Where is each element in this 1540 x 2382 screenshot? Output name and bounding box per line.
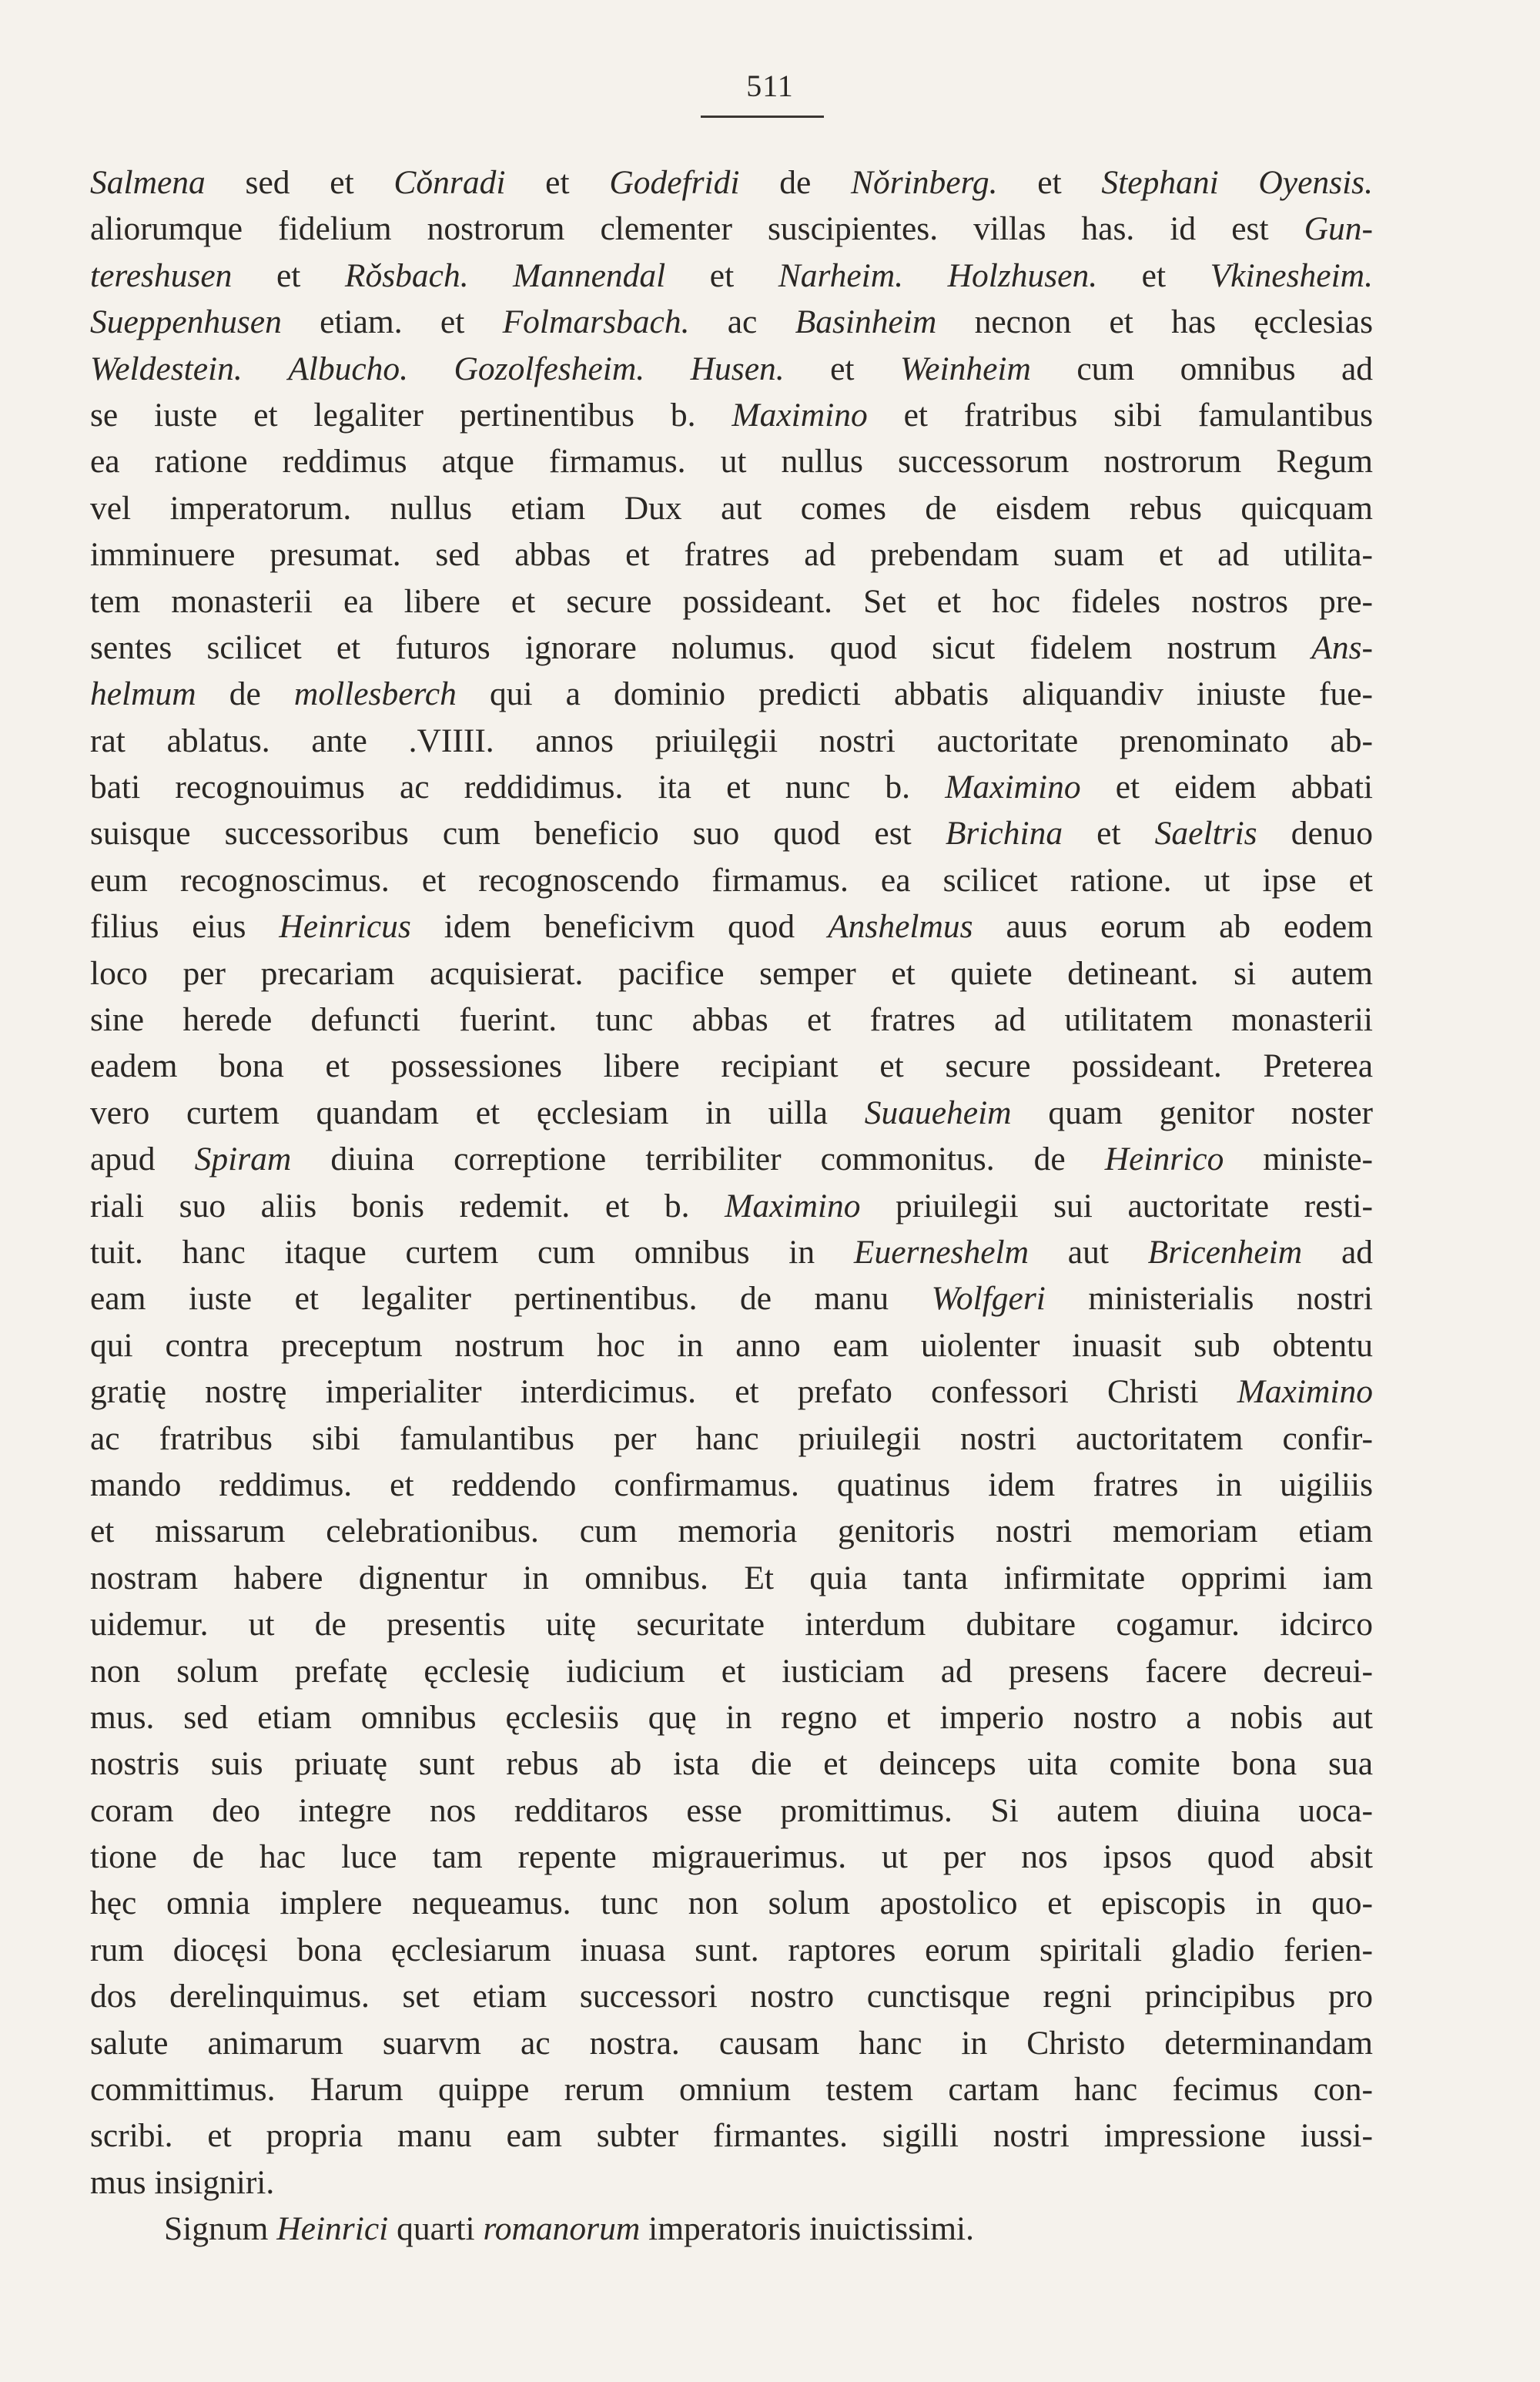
italic-name: Heinrici	[276, 2210, 389, 2248]
text-segment: committimus. Harum quippe rerum omnium testem cartam hanc fecimus con-	[90, 2071, 1373, 2109]
text-segment	[408, 350, 454, 387]
text-segment: salute animarum suarvm ac nostra. causam hanc in Christo determinandam	[90, 2024, 1373, 2062]
text-segment: et	[997, 164, 1102, 201]
text-line	[90, 2159, 1373, 2206]
italic-name: Maximino	[732, 396, 868, 434]
italic-name: Ans-	[1311, 628, 1373, 666]
text-segment: mando reddimus. et reddendo confirmamus. quatinus idem fratres in uigiliis	[90, 1466, 1373, 1503]
text-segment	[644, 350, 690, 387]
text-line	[90, 1648, 1373, 1694]
text-segment: qui contra preceptum nostrum hoc in anno eam uiolenter inuasit sub obtentu	[90, 1326, 1373, 1364]
text-segment: ea ratione reddimus atque firmamus. ut nullus successorum nostrorum Regum	[90, 443, 1373, 481]
italic-name: Wolfgeri	[931, 1280, 1046, 1318]
text-line	[90, 764, 1373, 810]
italic-name: Gun-	[1304, 210, 1373, 248]
text-segment: qui a dominio predicti abbatis aliquandiv iniuste fue-	[456, 675, 1373, 713]
text-segment: sentes scilicet et futuros ignorare nolumus. quod sicut fidelem nostrum	[90, 628, 1312, 666]
text-line	[90, 206, 1373, 252]
text-segment: cum omnibus ad	[1030, 350, 1374, 387]
text-line	[90, 1322, 1373, 1369]
text-line	[90, 671, 1373, 717]
text-line	[90, 1973, 1373, 2019]
text-segment: sine herede defuncti fuerint. tunc abbas et fratres ad utilitatem monasterii	[90, 1001, 1373, 1039]
text-line	[90, 1136, 1373, 1182]
italic-name: Gozolfesheim.	[454, 350, 645, 387]
text-line	[90, 1601, 1373, 1647]
text-segment: aut	[1029, 1233, 1148, 1271]
text-line	[90, 2020, 1373, 2066]
text-segment: ministerialis nostri	[1045, 1280, 1373, 1318]
italic-name: Stephani Oyensis.	[1101, 164, 1373, 201]
text-line	[90, 485, 1373, 531]
text-segment: eum recognoscimus. et recognoscendo firmamus. ea scilicet ratione. ut ipse et	[90, 861, 1373, 899]
text-line	[90, 531, 1373, 578]
italic-name: Rǒsbach.	[344, 256, 469, 294]
text-line	[90, 718, 1373, 764]
text-segment: priuilegii sui auctoritate resti-	[860, 1187, 1373, 1225]
text-segment: filius eius	[90, 908, 280, 946]
italic-name: Heinricus	[279, 908, 411, 946]
text-segment: quarti	[388, 2210, 484, 2248]
italic-name: Maximino	[725, 1187, 861, 1225]
italic-name: tereshusen	[90, 256, 233, 294]
text-line	[90, 1880, 1373, 1926]
text-segment: dos derelinquimus. set etiam successori nostro cunctisque regni principibus pro	[90, 1978, 1373, 2015]
text-line	[90, 2206, 1373, 2252]
italic-name: Heinrico	[1104, 1141, 1224, 1178]
text-segment: auus eorum ab eodem	[973, 908, 1373, 946]
text-segment: eam iuste et legaliter pertinentibus. de manu	[90, 1280, 932, 1318]
text-segment: mus. sed etiam omnibus ęcclesiis quę in regno et imperio nostro a nobis aut	[90, 1698, 1373, 1736]
text-line	[90, 1787, 1373, 1834]
text-segment: tem monasterii ea libere et secure possideant. Set et hoc fideles nostros pre-	[90, 582, 1373, 620]
text-segment	[243, 350, 288, 387]
text-segment: nostram habere dignentur in omnibus. Et quia tanta infirmitate opprimi iam	[90, 1559, 1373, 1596]
text-segment: apud	[90, 1141, 195, 1178]
text-segment: nostris suis priuatę sunt rebus ab ista die et deinceps uita comite bona sua	[90, 1745, 1373, 1783]
text-segment: et eidem abbati	[1080, 769, 1374, 806]
text-segment: et fratribus sibi famulantibus	[867, 396, 1373, 434]
text-line	[90, 438, 1373, 484]
italic-name: Suaueheim	[864, 1094, 1012, 1131]
text-line	[90, 2066, 1373, 2112]
text-segment: scribi. et propria manu eam subter firmantes. sigilli nostri impressione iussi-	[90, 2117, 1373, 2155]
italic-name: Folmarsbach.	[502, 303, 690, 341]
italic-name: Maximino	[1237, 1373, 1373, 1411]
text-segment: necnon et has ęcclesias	[936, 303, 1373, 341]
italic-name: Saeltris	[1154, 815, 1257, 853]
page-number: 511	[746, 69, 794, 103]
text-line	[90, 1927, 1373, 1973]
text-segment: coram deo integre nos redditaros esse promittimus. Si autem diuina uoca-	[90, 1791, 1373, 1829]
text-line	[90, 1043, 1373, 1089]
text-segment: loco per precariam acquisierat. pacifice semper et quiete detineant. si autem	[90, 954, 1373, 992]
text-line	[90, 299, 1373, 345]
text-segment: quam genitor noster	[1011, 1094, 1374, 1131]
text-segment: Signum	[164, 2210, 277, 2248]
text-segment: et	[784, 350, 900, 387]
text-segment: diuina correptione terribiliter commonitus. de	[291, 1141, 1105, 1178]
text-segment: et	[665, 256, 778, 294]
text-segment: vel imperatorum. nullus etiam Dux aut comes de eisdem rebus quicquam	[90, 489, 1373, 527]
text-segment: se iuste et legaliter pertinentibus b.	[90, 396, 732, 434]
text-segment: riali suo aliis bonis redemit. et b.	[90, 1187, 725, 1225]
italic-name: Maximino	[945, 769, 1081, 806]
text-line	[90, 578, 1373, 625]
italic-name: Spiram	[194, 1141, 292, 1178]
text-line	[90, 857, 1373, 903]
italic-name: Salmena	[90, 164, 206, 201]
text-line	[90, 1834, 1373, 1880]
italic-name: Brichina	[945, 815, 1063, 853]
italic-name: Weldestein.	[90, 350, 243, 387]
text-segment: ministe-	[1224, 1141, 1373, 1178]
italic-name: romanorum	[483, 2210, 641, 2248]
text-segment: rat ablatus. ante .VIIII. annos priuilęgii nostri auctoritate prenominato ab-	[90, 722, 1373, 759]
text-line	[90, 159, 1373, 206]
text-segment: suisque successoribus cum beneficio suo quod est	[90, 815, 946, 853]
italic-name: Godefridi	[609, 164, 740, 201]
italic-name: helmum	[90, 675, 196, 713]
page-number-rule	[701, 116, 824, 118]
text-segment: et	[232, 256, 345, 294]
text-line	[90, 1275, 1373, 1322]
italic-name: Cǒnradi	[393, 164, 506, 201]
text-segment: de	[196, 675, 294, 713]
text-line	[90, 2112, 1373, 2159]
text-segment: vero curtem quandam et ęcclesiam in uilla	[90, 1094, 865, 1131]
text-segment: mus insigniri.	[90, 2163, 275, 2201]
italic-name: Basinheim	[795, 303, 937, 341]
text-segment: denuo	[1257, 815, 1373, 853]
text-segment: eadem bona et possessiones libere recipiant et secure possideant. Preterea	[90, 1047, 1373, 1085]
italic-name: Sueppenhusen	[90, 303, 282, 341]
italic-name: Mannendal	[513, 256, 666, 294]
text-segment: gratię nostrę imperialiter interdicimus. et prefato confessori Christi	[90, 1373, 1237, 1411]
text-segment: et	[505, 164, 610, 201]
italic-name: Albucho.	[288, 350, 409, 387]
italic-name: mollesberch	[293, 675, 457, 713]
text-line	[90, 625, 1373, 671]
italic-name: Weinheim	[899, 350, 1031, 387]
text-segment: etiam. et	[281, 303, 503, 341]
text-line	[90, 903, 1373, 950]
text-segment: imminuere presumat. sed abbas et fratres ad prebendam suam et ad utilita-	[90, 536, 1373, 574]
text-segment	[469, 257, 514, 294]
text-line	[90, 392, 1373, 438]
italic-name: Husen.	[690, 350, 785, 387]
text-segment: de	[739, 164, 852, 201]
text-line	[90, 1694, 1373, 1740]
italic-name: Bricenheim	[1147, 1233, 1303, 1271]
italic-name: Nǒrinberg.	[851, 164, 998, 201]
text-line	[90, 1462, 1373, 1508]
text-line	[90, 1555, 1373, 1601]
text-segment: non solum prefatę ęcclesię iudicium et iusticiam ad presens facere decreui-	[90, 1652, 1373, 1690]
italic-name: Holzhusen.	[947, 256, 1098, 294]
text-segment: ac	[689, 303, 795, 341]
italic-name: Anshelmus	[828, 908, 973, 946]
text-line	[90, 1229, 1373, 1275]
text-segment: et	[1063, 815, 1155, 853]
text-line	[90, 1508, 1373, 1554]
text-line	[90, 997, 1373, 1043]
text-line	[90, 346, 1373, 392]
text-segment: tione de hac luce tam repente migrauerimus. ut per nos ipsos quod absit	[90, 1838, 1373, 1876]
text-segment: idem beneficivm quod	[410, 908, 829, 946]
text-line	[90, 1415, 1373, 1462]
italic-name: Narheim.	[778, 256, 904, 294]
text-segment: rum diocęsi bona ęcclesiarum inuasa sunt. raptores eorum spiritali gladio ferien-	[90, 1931, 1373, 1968]
text-segment: bati recognouimus ac reddidimus. ita et nunc b.	[90, 769, 946, 806]
text-line	[90, 1369, 1373, 1415]
text-segment: imperatoris inuictissimi.	[640, 2210, 975, 2248]
text-segment: aliorumque fidelium nostrorum clementer suscipientes. villas has. id est	[90, 210, 1304, 248]
text-line	[90, 1740, 1373, 1787]
text-line	[90, 810, 1373, 856]
text-line	[90, 253, 1373, 299]
italic-name: Vkinesheim.	[1210, 256, 1373, 294]
text-segment	[903, 257, 948, 294]
text-segment: et	[1097, 256, 1210, 294]
text-segment: et missarum celebrationibus. cum memoria genitoris nostri memoriam etiam	[90, 1513, 1373, 1550]
text-segment: ad	[1302, 1233, 1373, 1271]
text-segment: uidemur. ut de presentis uitę securitate interdum dubitare cogamur. idcirco	[90, 1606, 1373, 1643]
text-segment: hęc omnia implere nequeamus. tunc non solum apostolico et episcopis in quo-	[90, 1884, 1373, 1922]
charter-text	[90, 159, 1373, 2253]
text-segment: ac fratribus sibi famulantibus per hanc priuilegii nostri auctoritatem confir-	[90, 1419, 1373, 1457]
italic-name: Euerneshelm	[853, 1233, 1029, 1271]
text-line	[90, 1183, 1373, 1229]
text-line	[90, 950, 1373, 997]
text-segment: tuit. hanc itaque curtem cum omnibus in	[90, 1233, 854, 1271]
text-segment: sed et	[205, 164, 394, 201]
text-line	[90, 1090, 1373, 1136]
